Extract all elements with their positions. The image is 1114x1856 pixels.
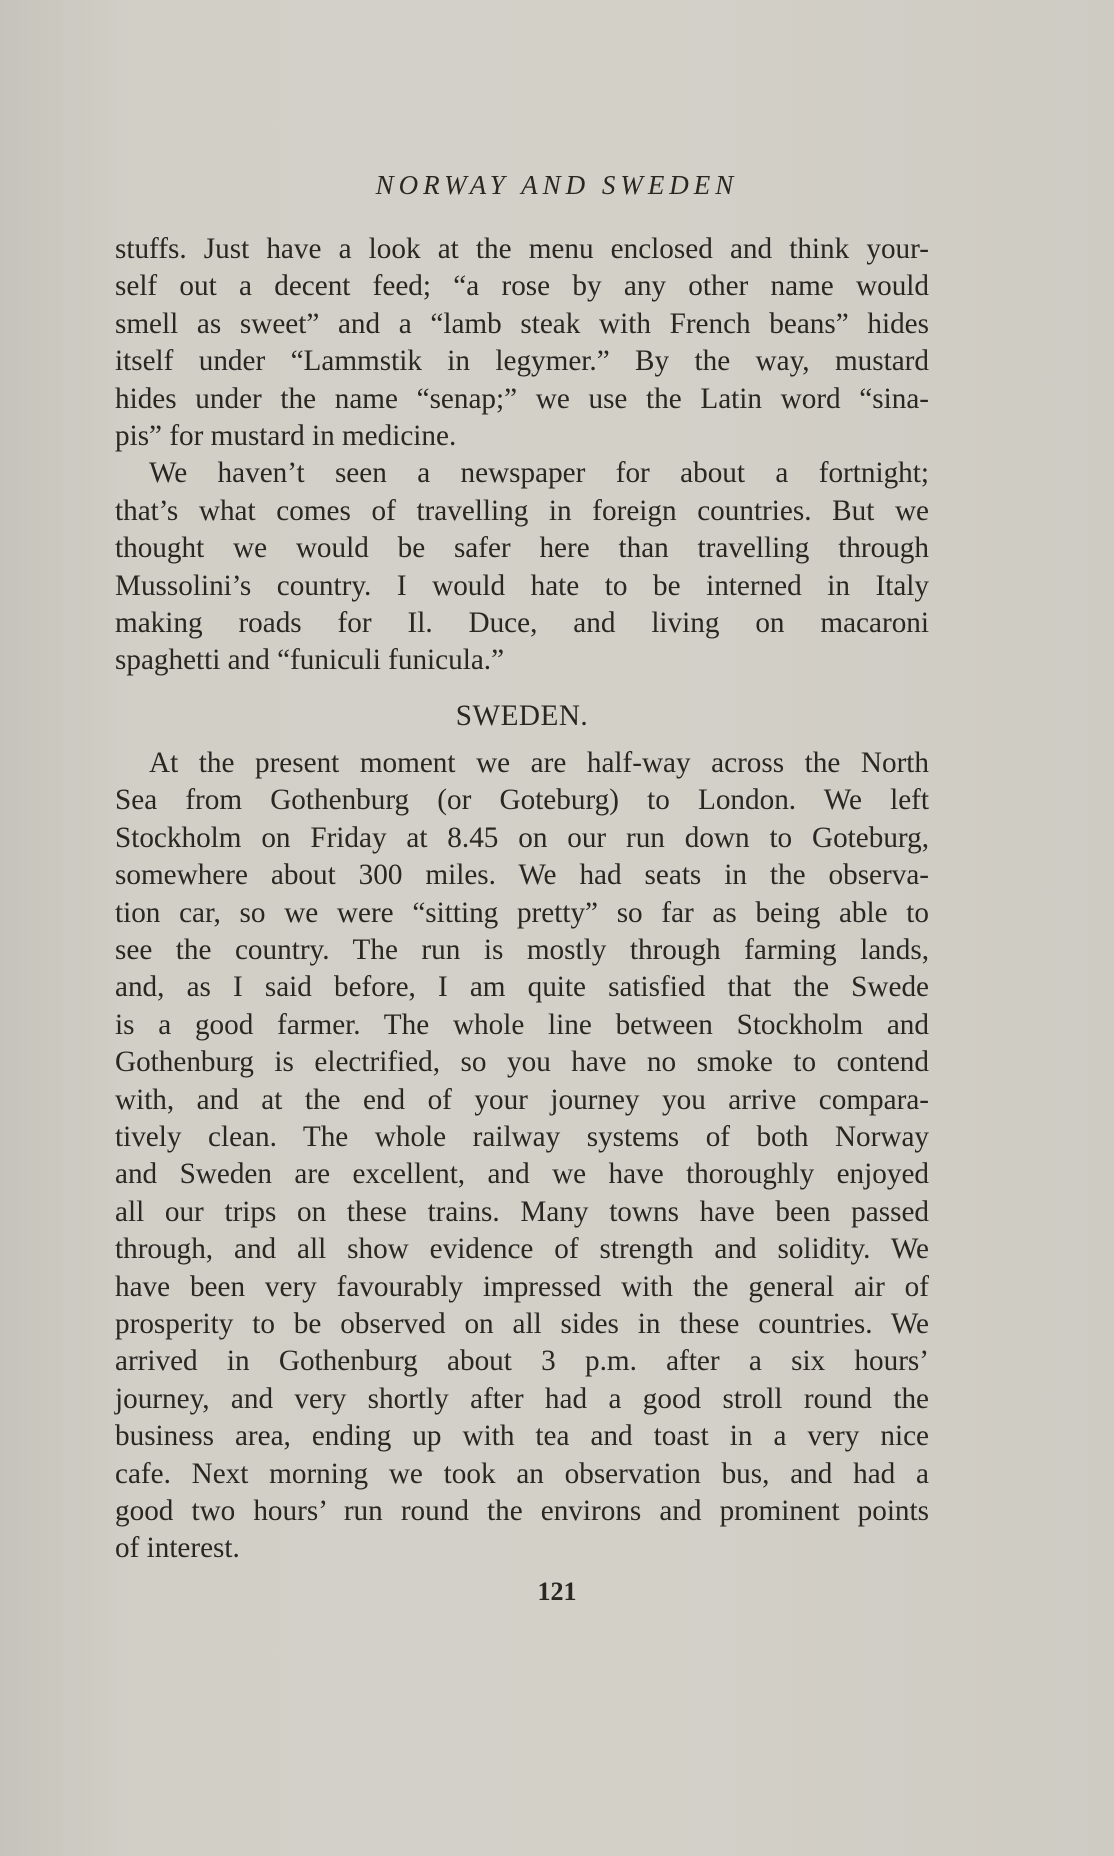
text-line: prosperity to be observed on all sides in these countries. We <box>115 1307 929 1340</box>
text-line: business area, ending up with tea and toast in a very nice <box>115 1420 929 1453</box>
text-line: tion car, so we were “sitting pretty” so far as being able to <box>115 896 929 929</box>
text-line: and Sweden are excellent, and we have thoroughly enjoyed <box>115 1158 929 1191</box>
paragraph-2 <box>115 455 929 679</box>
text-line: itself under “Lammstik in legymer.” By the way, mustard <box>115 345 929 378</box>
text-line: spaghetti and “funiculi funicula.” <box>115 644 505 677</box>
paragraph-3 <box>115 745 929 1568</box>
text-line: tively clean. The whole railway systems of both Norway <box>115 1120 929 1153</box>
text-line: arrived in Gothenburg about 3 p.m. after a six hours’ <box>115 1345 929 1378</box>
text-line: making roads for Il. Duce, and living on macaroni <box>115 606 929 639</box>
text-line: all our trips on these trains. Many towns have been passed <box>115 1195 929 1228</box>
text-line: somewhere about 300 miles. We had seats in the observa- <box>115 859 929 892</box>
text-line: is a good farmer. The whole line between Stockholm and <box>115 1008 929 1041</box>
text-line: We haven’t seen a newspaper for about a fortnight; <box>149 457 929 490</box>
text-line: that’s what comes of travelling in foreign countries. But we <box>115 494 929 527</box>
text-line: Gothenburg is electrified, so you have no smoke to contend <box>115 1046 929 1079</box>
text-line: see the country. The run is mostly through farming lands, <box>115 934 929 967</box>
text-line: journey, and very shortly after had a good stroll round the <box>115 1382 929 1415</box>
text-line: At the present moment we are half-way across the North <box>149 747 929 780</box>
text-line: with, and at the end of your journey you arrive compara- <box>115 1083 929 1116</box>
text-line: and, as I said before, I am quite satisfied that the Swede <box>115 971 929 1004</box>
text-line: good two hours’ run round the environs and prominent points <box>115 1494 929 1527</box>
text-line: through, and all show evidence of strength and solidity. We <box>115 1233 929 1266</box>
page-number: 121 <box>537 1577 577 1606</box>
text-line: of interest. <box>115 1532 240 1565</box>
body-text <box>115 231 929 1568</box>
running-head: NORWAY AND SWEDEN <box>375 170 739 200</box>
text-line: pis” for mustard in medicine. <box>115 419 457 452</box>
section-heading: SWEDEN. <box>455 699 589 732</box>
text-line: cafe. Next morning we took an observation bus, and had a <box>115 1457 929 1490</box>
text-line: self out a decent feed; “a rose by any other name would <box>115 270 929 303</box>
text-line: thought we would be safer here than travelling through <box>115 532 929 565</box>
text-line: stuffs. Just have a look at the menu enclosed and think your- <box>115 233 929 265</box>
paragraph-1 <box>115 231 929 455</box>
text-line: smell as sweet” and a “lamb steak with French beans” hides <box>115 307 929 340</box>
text-line: Mussolini’s country. I would hate to be interned in Italy <box>115 569 929 602</box>
text-line: hides under the name “senap;” we use the Latin word “sina- <box>115 382 929 415</box>
text-line: Stockholm on Friday at 8.45 on our run down to Goteburg, <box>115 821 929 854</box>
text-line: Sea from Gothenburg (or Goteburg) to London. We left <box>115 784 929 817</box>
text-line: have been very favourably impressed with the general air of <box>115 1270 929 1303</box>
